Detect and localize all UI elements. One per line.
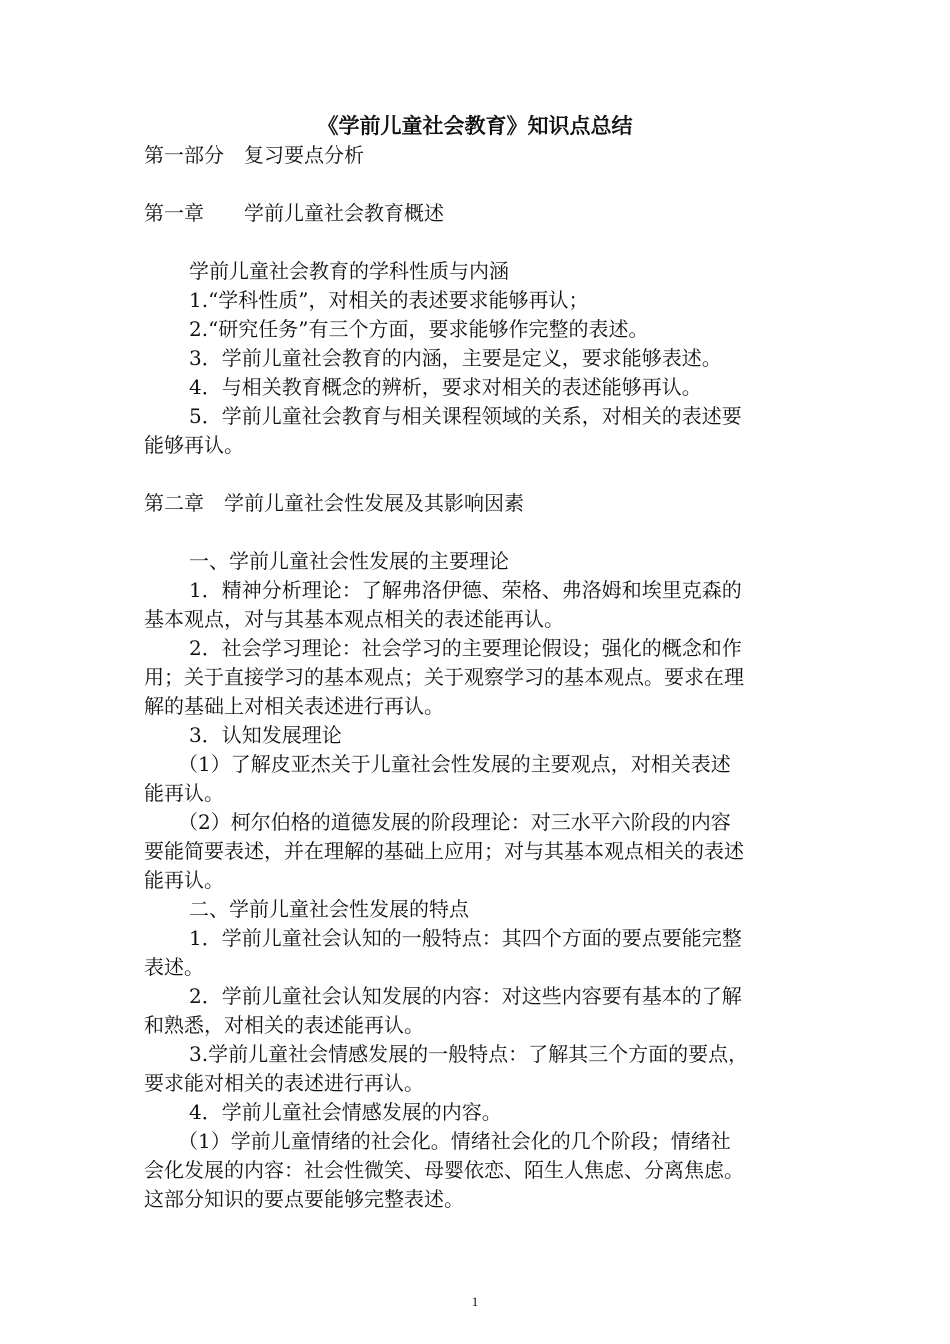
page-number: 1 — [471, 1294, 479, 1309]
chapter-heading: 第一章 学前儿童社会教育概述 — [144, 201, 444, 225]
text-line: 能够再认。 — [144, 433, 244, 457]
text-line: 会化发展的内容：社会性微笑、母婴依恋、陌生人焦虑、分离焦虑。 — [144, 1158, 744, 1182]
text-line: 能再认。 — [144, 781, 224, 805]
section-heading: 二、学前儿童社会性发展的特点 — [189, 897, 469, 921]
text-line: 基本观点，对与其基本观点相关的表述能再认。 — [144, 607, 564, 631]
text-line: 这部分知识的要点要能够完整表述。 — [144, 1187, 464, 1211]
text-line: 要求能对相关的表述进行再认。 — [144, 1071, 424, 1095]
text-line: 3.学前儿童社会情感发展的一般特点：了解其三个方面的要点， — [189, 1042, 749, 1066]
text-line: 用；关于直接学习的基本观点；关于观察学习的基本观点。要求在理 — [144, 665, 744, 689]
text-line: （1）学前儿童情绪的社会化。情绪社会化的几个阶段；情绪社 — [178, 1129, 731, 1153]
text-line: 4．与相关教育概念的辨析，要求对相关的表述能够再认。 — [189, 375, 702, 399]
text-line: 4．学前儿童社会情感发展的内容。 — [189, 1100, 502, 1124]
text-line: 2．学前儿童社会认知发展的内容：对这些内容要有基本的了解 — [189, 984, 742, 1008]
text-line: 3．认知发展理论 — [189, 723, 342, 747]
text-line: 2.“研究任务”有三个方面，要求能够作完整的表述。 — [189, 317, 649, 341]
section-heading: 一、学前儿童社会性发展的主要理论 — [189, 549, 509, 573]
text-line: 2．社会学习理论：社会学习的主要理论假设；强化的概念和作 — [189, 636, 742, 660]
text-line: 解的基础上对相关表述进行再认。 — [144, 694, 444, 718]
text-line: （2）柯尔伯格的道德发展的阶段理论：对三水平六阶段的内容 — [178, 810, 731, 834]
text-line: 和熟悉，对相关的表述能再认。 — [144, 1013, 424, 1037]
part-heading: 第一部分 复习要点分析 — [144, 143, 364, 167]
text-line: 1．学前儿童社会认知的一般特点：其四个方面的要点要能完整 — [189, 926, 742, 950]
text-line: 要能简要表述，并在理解的基础上应用；对与其基本观点相关的表述 — [144, 839, 744, 863]
text-line: 3．学前儿童社会教育的内涵，主要是定义，要求能够表述。 — [189, 346, 722, 370]
text-line: 1.“学科性质”，对相关的表述要求能够再认； — [189, 288, 589, 312]
text-line: （1）了解皮亚杰关于儿童社会性发展的主要观点，对相关表述 — [178, 752, 731, 776]
text-line: 能再认。 — [144, 868, 224, 892]
text-line: 表述。 — [144, 955, 204, 979]
document-title: 《学前儿童社会教育》知识点总结 — [317, 114, 633, 138]
text-line: 5．学前儿童社会教育与相关课程领域的关系，对相关的表述要 — [189, 404, 742, 428]
chapter-heading: 第二章 学前儿童社会性发展及其影响因素 — [144, 491, 524, 515]
text-line: 1．精神分析理论：了解弗洛伊德、荣格、弗洛姆和埃里克森的 — [189, 578, 742, 602]
section-heading: 学前儿童社会教育的学科性质与内涵 — [189, 259, 509, 283]
